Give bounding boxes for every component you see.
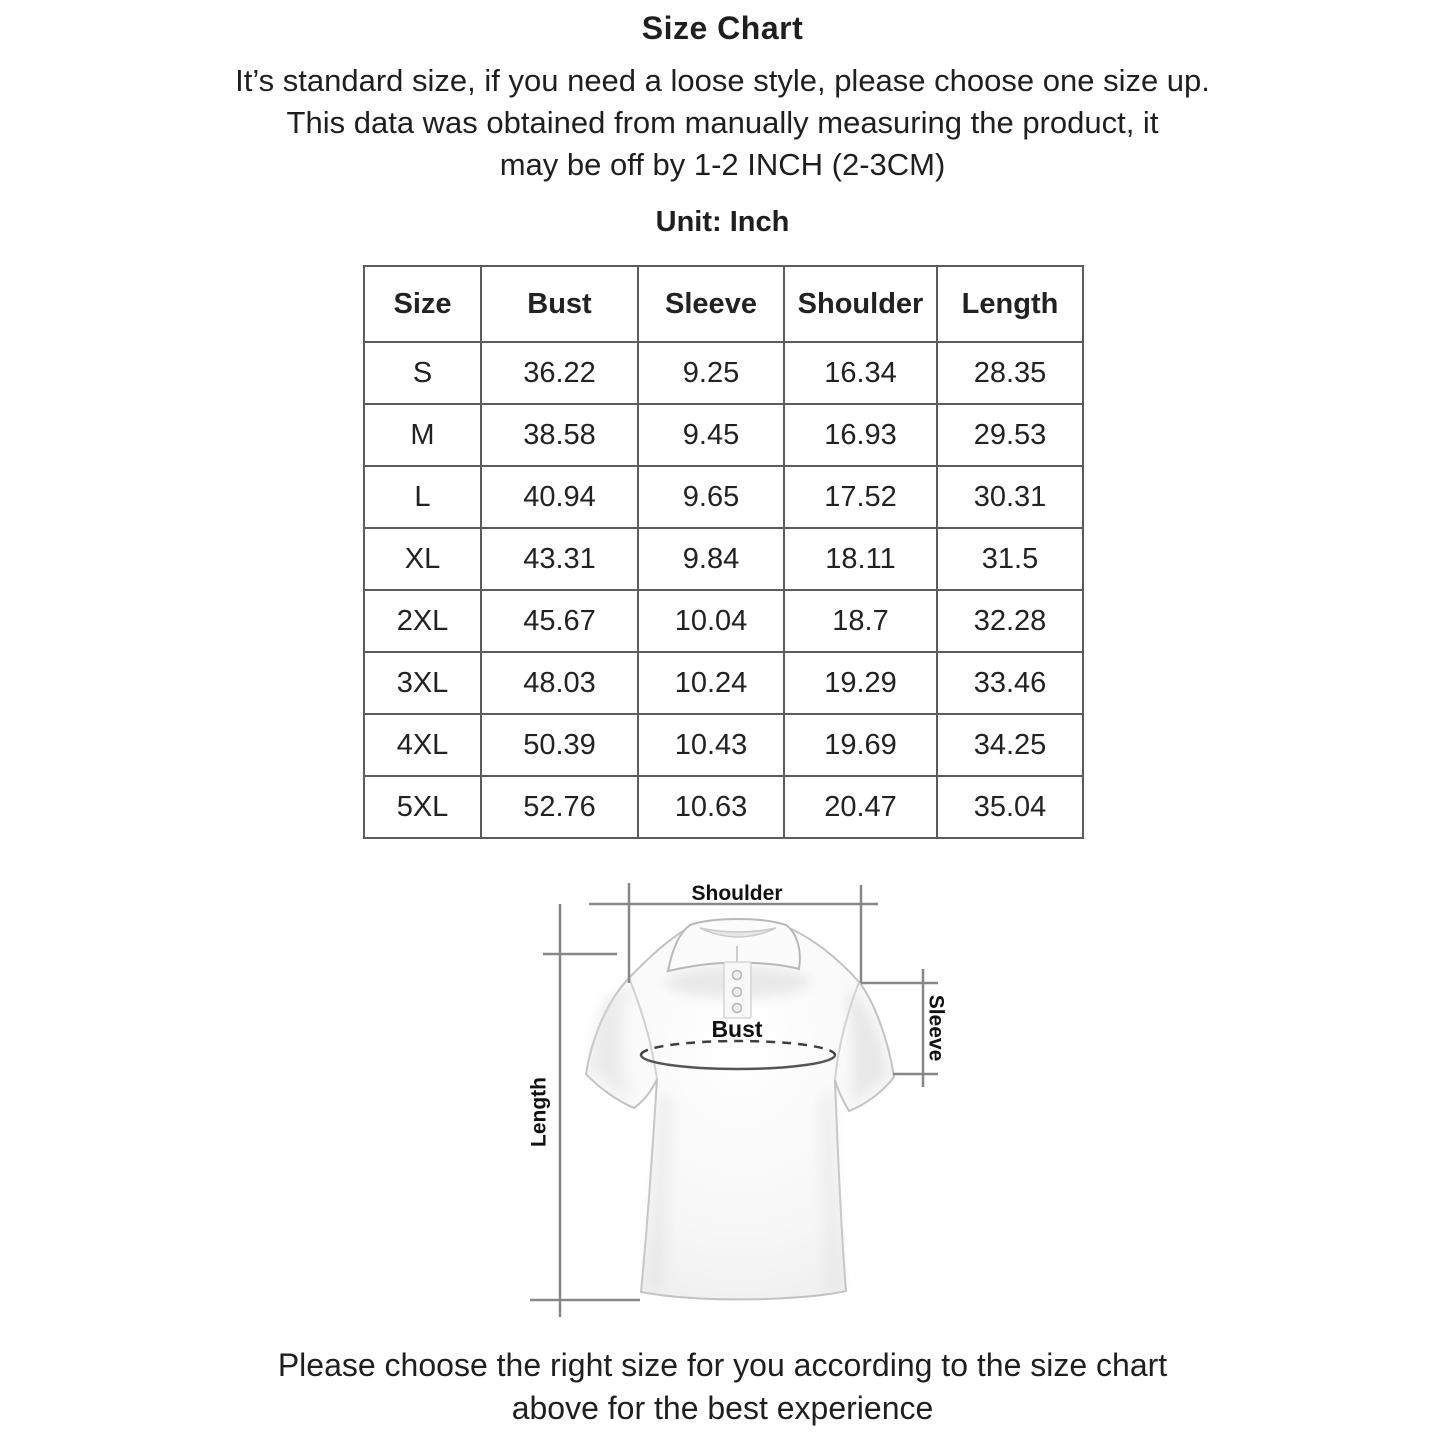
measure-cell: 30.31 — [937, 466, 1083, 528]
size-cell: L — [364, 466, 481, 528]
column-header-size: Size — [364, 266, 481, 342]
button — [733, 988, 742, 997]
column-header-sleeve: Sleeve — [638, 266, 784, 342]
button — [733, 971, 742, 980]
measure-cell: 31.5 — [937, 528, 1083, 590]
measure-cell: 48.03 — [481, 652, 638, 714]
measure-cell: 18.11 — [784, 528, 937, 590]
measure-cell: 52.76 — [481, 776, 638, 838]
size-cell: 5XL — [364, 776, 481, 838]
measure-cell: 33.46 — [937, 652, 1083, 714]
measure-cell: 18.7 — [784, 590, 937, 652]
intro-line: It’s standard size, if you need a loose style, please choose one size up. — [235, 63, 1210, 98]
size-table-header — [364, 266, 1083, 342]
measure-cell: 9.25 — [638, 342, 784, 404]
measure-cell: 45.67 — [481, 590, 638, 652]
intro-text — [0, 60, 1445, 186]
intro-line: This data was obtained from manually measuring the product, it — [286, 105, 1159, 140]
measure-cell: 9.84 — [638, 528, 784, 590]
size-table-row — [364, 590, 1083, 652]
size-cell: 3XL — [364, 652, 481, 714]
measurement-diagram — [450, 855, 1030, 1335]
measure-cell: 38.58 — [481, 404, 638, 466]
measure-cell: 19.69 — [784, 714, 937, 776]
size-table-row — [364, 776, 1083, 838]
size-table — [363, 265, 1084, 839]
size-table-row — [364, 342, 1083, 404]
size-cell: M — [364, 404, 481, 466]
bust-label: Bust — [711, 1016, 763, 1042]
measure-cell: 10.24 — [638, 652, 784, 714]
measure-cell: 17.52 — [784, 466, 937, 528]
size-table-row — [364, 528, 1083, 590]
size-table-row — [364, 404, 1083, 466]
measure-cell: 36.22 — [481, 342, 638, 404]
measure-cell: 40.94 — [481, 466, 638, 528]
footer-line: Please choose the right size for you according to the size chart — [277, 1347, 1168, 1383]
measure-cell: 43.31 — [481, 528, 638, 590]
measure-cell: 20.47 — [784, 776, 937, 838]
intro-line: may be off by 1-2 INCH (2-3CM) — [499, 147, 946, 182]
footer-note — [0, 1344, 1445, 1430]
measure-cell: 10.63 — [638, 776, 784, 838]
column-header-shoulder: Shoulder — [784, 266, 937, 342]
page-title: Size Chart — [641, 10, 804, 46]
measure-cell: 50.39 — [481, 714, 638, 776]
measure-cell: 10.43 — [638, 714, 784, 776]
measure-cell: 19.29 — [784, 652, 937, 714]
size-table-row — [364, 714, 1083, 776]
measure-cell: 9.65 — [638, 466, 784, 528]
size-cell: XL — [364, 528, 481, 590]
button — [733, 1004, 742, 1013]
size-table-row — [364, 466, 1083, 528]
measure-cell: 28.35 — [937, 342, 1083, 404]
measure-cell: 29.53 — [937, 404, 1083, 466]
footer-line: above for the best experience — [511, 1390, 934, 1426]
size-cell: 2XL — [364, 590, 481, 652]
header-row — [364, 266, 1083, 342]
unit-label: Unit: Inch — [655, 206, 790, 238]
sleeve-label: Sleeve — [924, 994, 948, 1062]
length-label: Length — [527, 1077, 551, 1147]
size-cell: 4XL — [364, 714, 481, 776]
measure-cell: 10.04 — [638, 590, 784, 652]
column-header-bust: Bust — [481, 266, 638, 342]
measure-cell: 32.28 — [937, 590, 1083, 652]
measure-cell: 9.45 — [638, 404, 784, 466]
size-table-row — [364, 652, 1083, 714]
measure-cell: 34.25 — [937, 714, 1083, 776]
measure-cell: 35.04 — [937, 776, 1083, 838]
column-header-length: Length — [937, 266, 1083, 342]
measure-cell: 16.93 — [784, 404, 937, 466]
measure-cell: 16.34 — [784, 342, 937, 404]
polo-shirt-illustration — [586, 919, 894, 1299]
size-cell: S — [364, 342, 481, 404]
size-table-body — [364, 342, 1083, 838]
shoulder-label: Shoulder — [691, 882, 783, 905]
